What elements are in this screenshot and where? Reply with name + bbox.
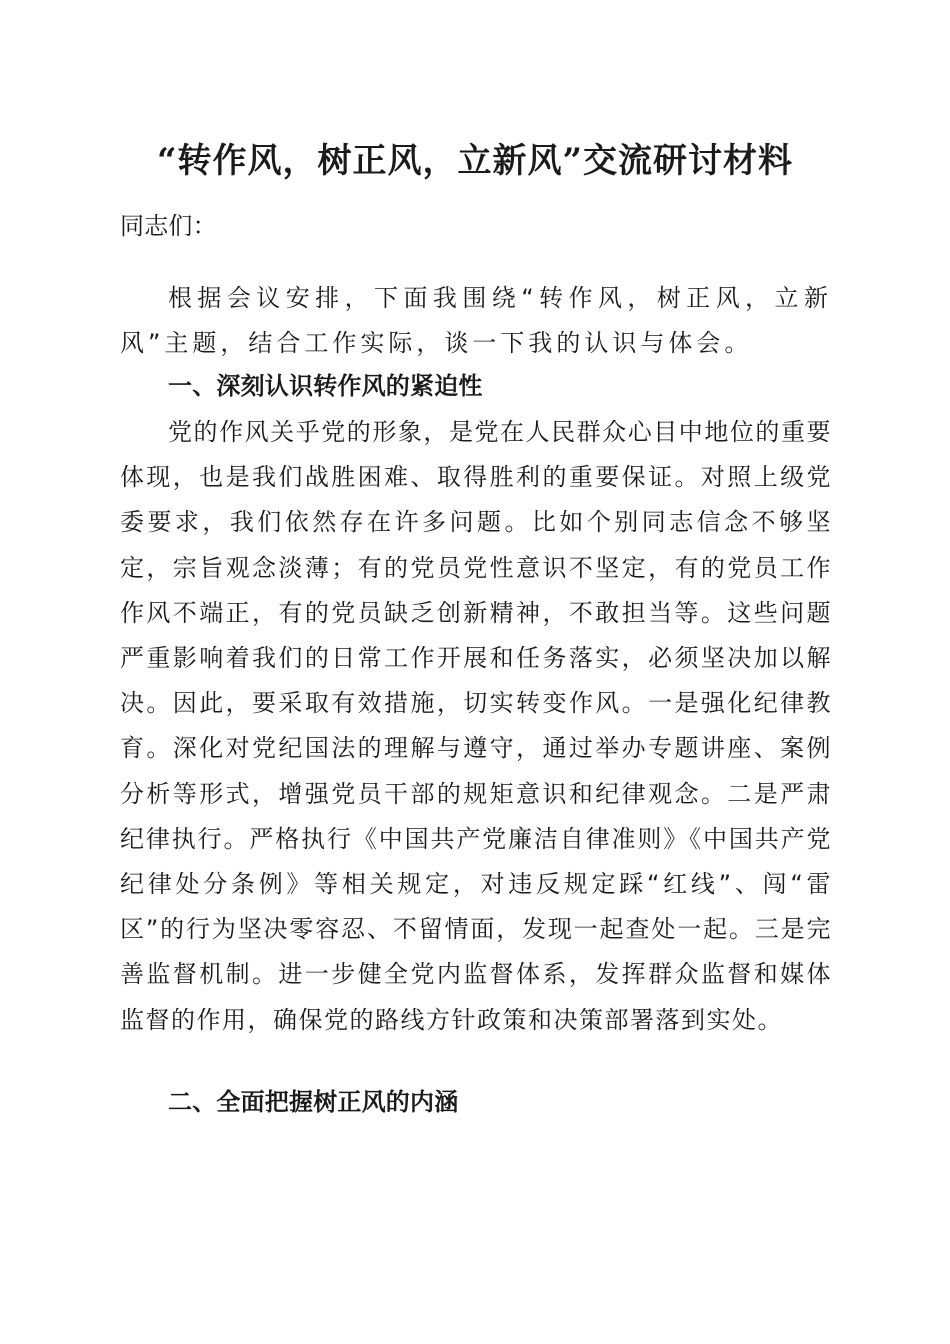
section-1-body: 党的作风关乎党的形象，是党在人民群众心目中地位的重要体现，也是我们战胜困难、取得胜利的重要保证。对照上级党委要求，我们依然存在许多问题。比如个别同志信念不够坚定，宗旨观念淡薄；有的党员党性意识不坚定，有的党员工作作风不端正，有的党员缺乏创新精神，不敢担当等。这些问题严重影响着我们的日常工作开展和任务落实，必须坚决加以解决。因此，要采取有效措施，切实转变作风。一是强化纪律教育。深化对党纪国法的理解与遵守，通过举办专题讲座、案例分析等形式，增强党员干部的规矩意识和纪律观念。二是严肃纪律执行。严格执行《中国共产党廉洁自律准则》《中国共产党纪律处分条例》等相关规定，对违反规定踩“红线”、闯“雷区”的行为坚决零容忍、不留情面，发现一起查处一起。三是完善监督机制。进一步健全党内监督体系，发挥群众监督和媒体监督的作用，确保党的路线方针政策和决策部署落到实处。 — [120, 418, 832, 1034]
salutation: 同志们： — [120, 212, 217, 240]
document-title: “转作风，树正风，立新风”交流研讨材料 — [156, 141, 794, 181]
section-2-heading: 二、全面把握树正风的内涵 — [168, 1088, 459, 1116]
section-1-heading: 一、深刻认识转作风的紧迫性 — [168, 372, 483, 400]
intro-paragraph: 根据会议安排，下面我围绕“转作风，树正风，立新风”主题，结合工作实际，谈一下我的认识与体会。 — [120, 284, 832, 358]
